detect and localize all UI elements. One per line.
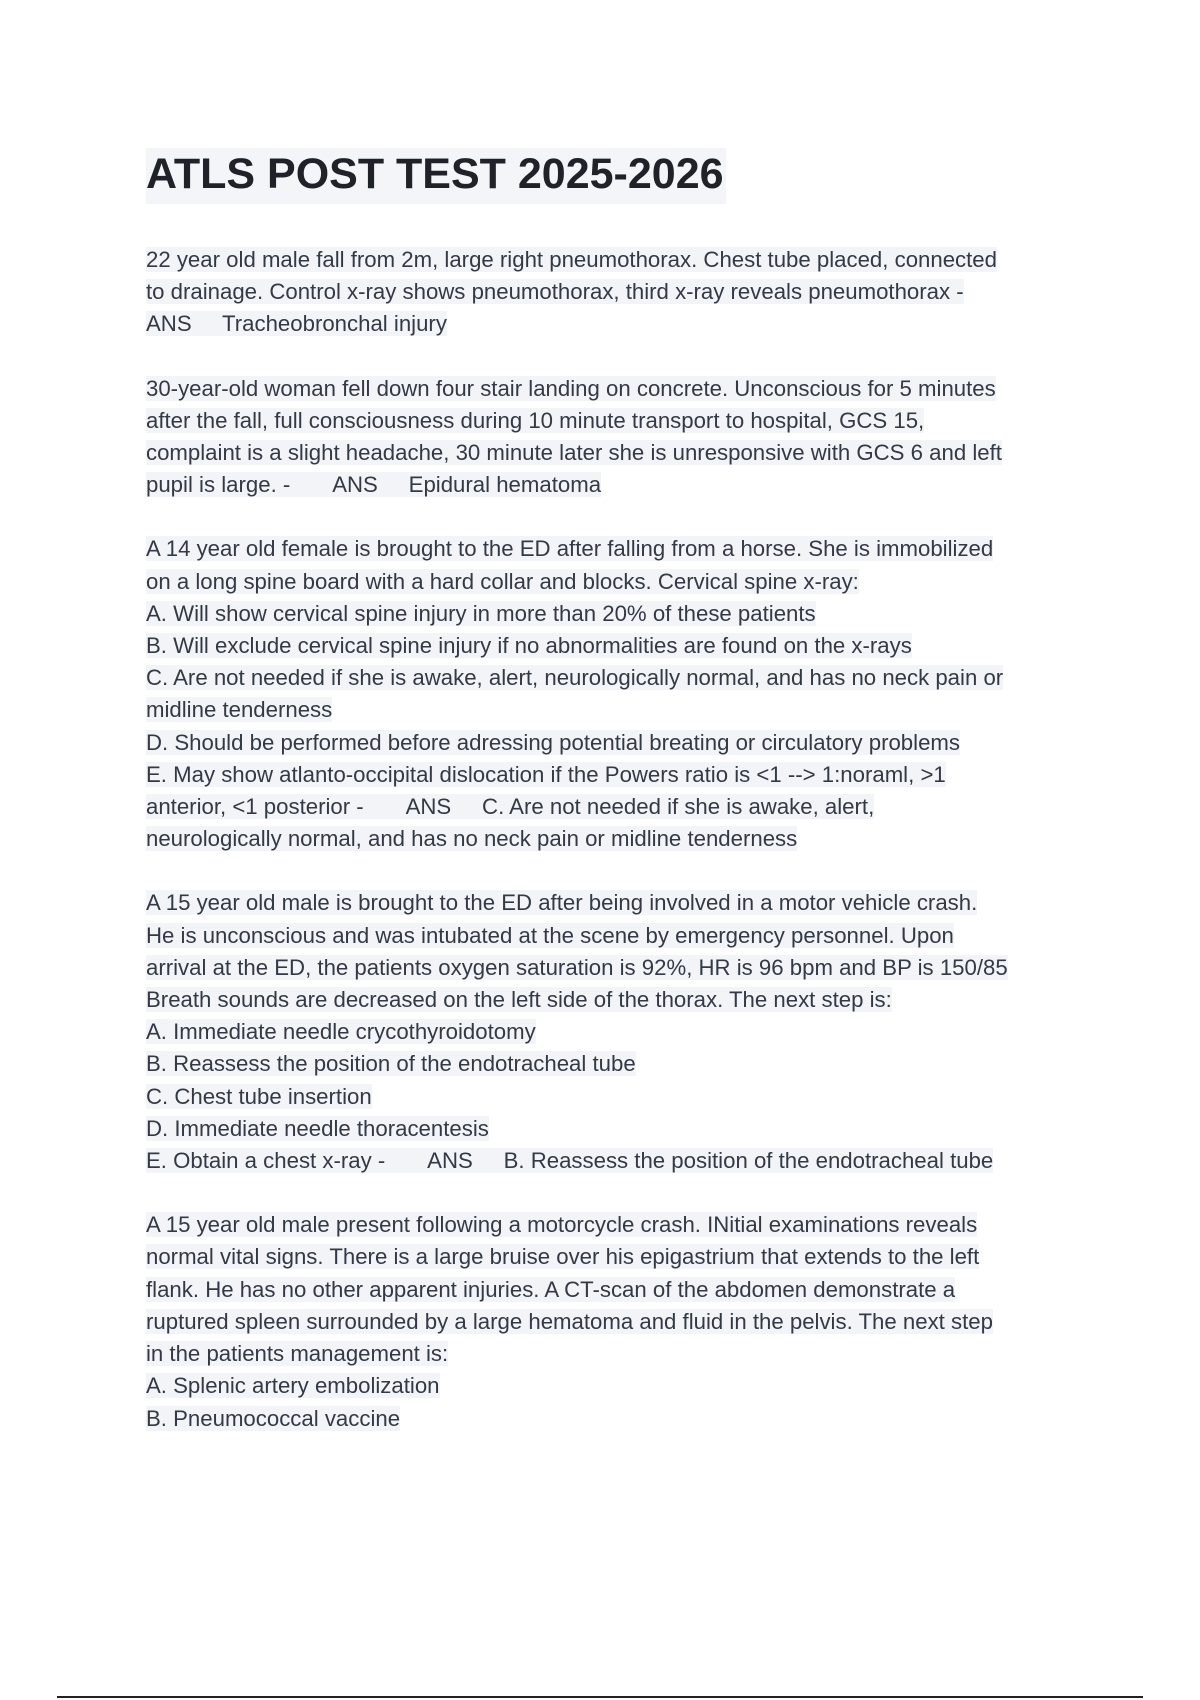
question-line: He is unconscious and was intubated at the scene by emergency personnel. Upon	[146, 922, 954, 948]
question-line: complaint is a slight headache, 30 minute later she is unresponsive with GCS 6 and left	[146, 440, 1002, 466]
question-block-3	[146, 533, 1086, 855]
question-line: 30-year-old woman fell down four stair landing on concrete. Unconscious for 5 minutes	[146, 375, 996, 401]
question-line: after the fall, full consciousness during 10 minute transport to hospital, GCS 15,	[146, 407, 925, 433]
question-block-1	[146, 244, 1086, 341]
question-block-4	[146, 887, 1086, 1177]
question-list	[146, 244, 1086, 1467]
option-line: A. Will show cervical spine injury in more than 20% of these patients	[146, 600, 816, 626]
answer-line: pupil is large. - ANS Epidural hematoma	[146, 472, 602, 498]
question-line: A 15 year old male present following a motorcycle crash. INitial examinations reveals	[146, 1212, 978, 1238]
question-line: ruptured spleen surrounded by a large hematoma and fluid in the pelvis. The next step	[146, 1308, 993, 1334]
option-line: C. Chest tube insertion	[146, 1083, 372, 1109]
option-line: E. May show atlanto-occipital dislocation if the Powers ratio is <1 --> 1:noraml, >1	[146, 761, 946, 787]
question-line: flank. He has no other apparent injuries. A CT-scan of the abdomen demonstrate a	[146, 1276, 956, 1302]
question-line: arrival at the ED, the patients oxygen saturation is 92%, HR is 96 bpm and BP is 150/85	[146, 954, 1008, 980]
question-line: A 15 year old male is brought to the ED after being involved in a motor vehicle crash.	[146, 890, 978, 916]
answer-line: anterior, <1 posterior - ANS C. Are not needed if she is awake, alert,	[146, 794, 875, 820]
question-line: to drainage. Control x-ray shows pneumothorax, third x-ray reveals pneumothorax -	[146, 279, 964, 305]
question-line: Breath sounds are decreased on the left side of the thorax. The next step is:	[146, 987, 892, 1013]
question-line: in the patients management is:	[146, 1341, 449, 1367]
option-line: D. Immediate needle thoracentesis	[146, 1115, 489, 1141]
answer-line: neurologically normal, and has no neck pain or midline tenderness	[146, 826, 798, 852]
answer-line: E. Obtain a chest x-ray - ANS B. Reassess the position of the endotracheal tube	[146, 1148, 994, 1174]
question-line: A 14 year old female is brought to the ED after falling from a horse. She is immobilized	[146, 536, 994, 562]
option-line: A. Immediate needle crycothyroidotomy	[146, 1019, 536, 1045]
page-title: ATLS POST TEST 2025-2026	[146, 148, 726, 204]
question-block-5	[146, 1209, 1086, 1434]
option-line: B. Pneumococcal vaccine	[146, 1405, 401, 1431]
option-line: midline tenderness	[146, 697, 333, 723]
question-line: 22 year old male fall from 2m, large right pneumothorax. Chest tube placed, connected	[146, 247, 997, 272]
option-line: C. Are not needed if she is awake, alert, neurologically normal, and has no neck pain or	[146, 665, 1004, 691]
page-bottom-rule	[57, 1696, 1143, 1698]
question-block-2	[146, 373, 1086, 502]
option-line: B. Reassess the position of the endotracheal tube	[146, 1051, 636, 1077]
option-line: D. Should be performed before adressing potential breating or circulatory problems	[146, 729, 960, 755]
option-line: B. Will exclude cervical spine injury if no abnormalities are found on the x-rays	[146, 633, 912, 659]
question-line: on a long spine board with a hard collar and blocks. Cervical spine x-ray:	[146, 568, 859, 594]
answer-line: ANS Tracheobronchal injury	[146, 311, 447, 337]
question-line: normal vital signs. There is a large bruise over his epigastrium that extends to the left	[146, 1244, 980, 1270]
option-line: A. Splenic artery embolization	[146, 1373, 440, 1399]
